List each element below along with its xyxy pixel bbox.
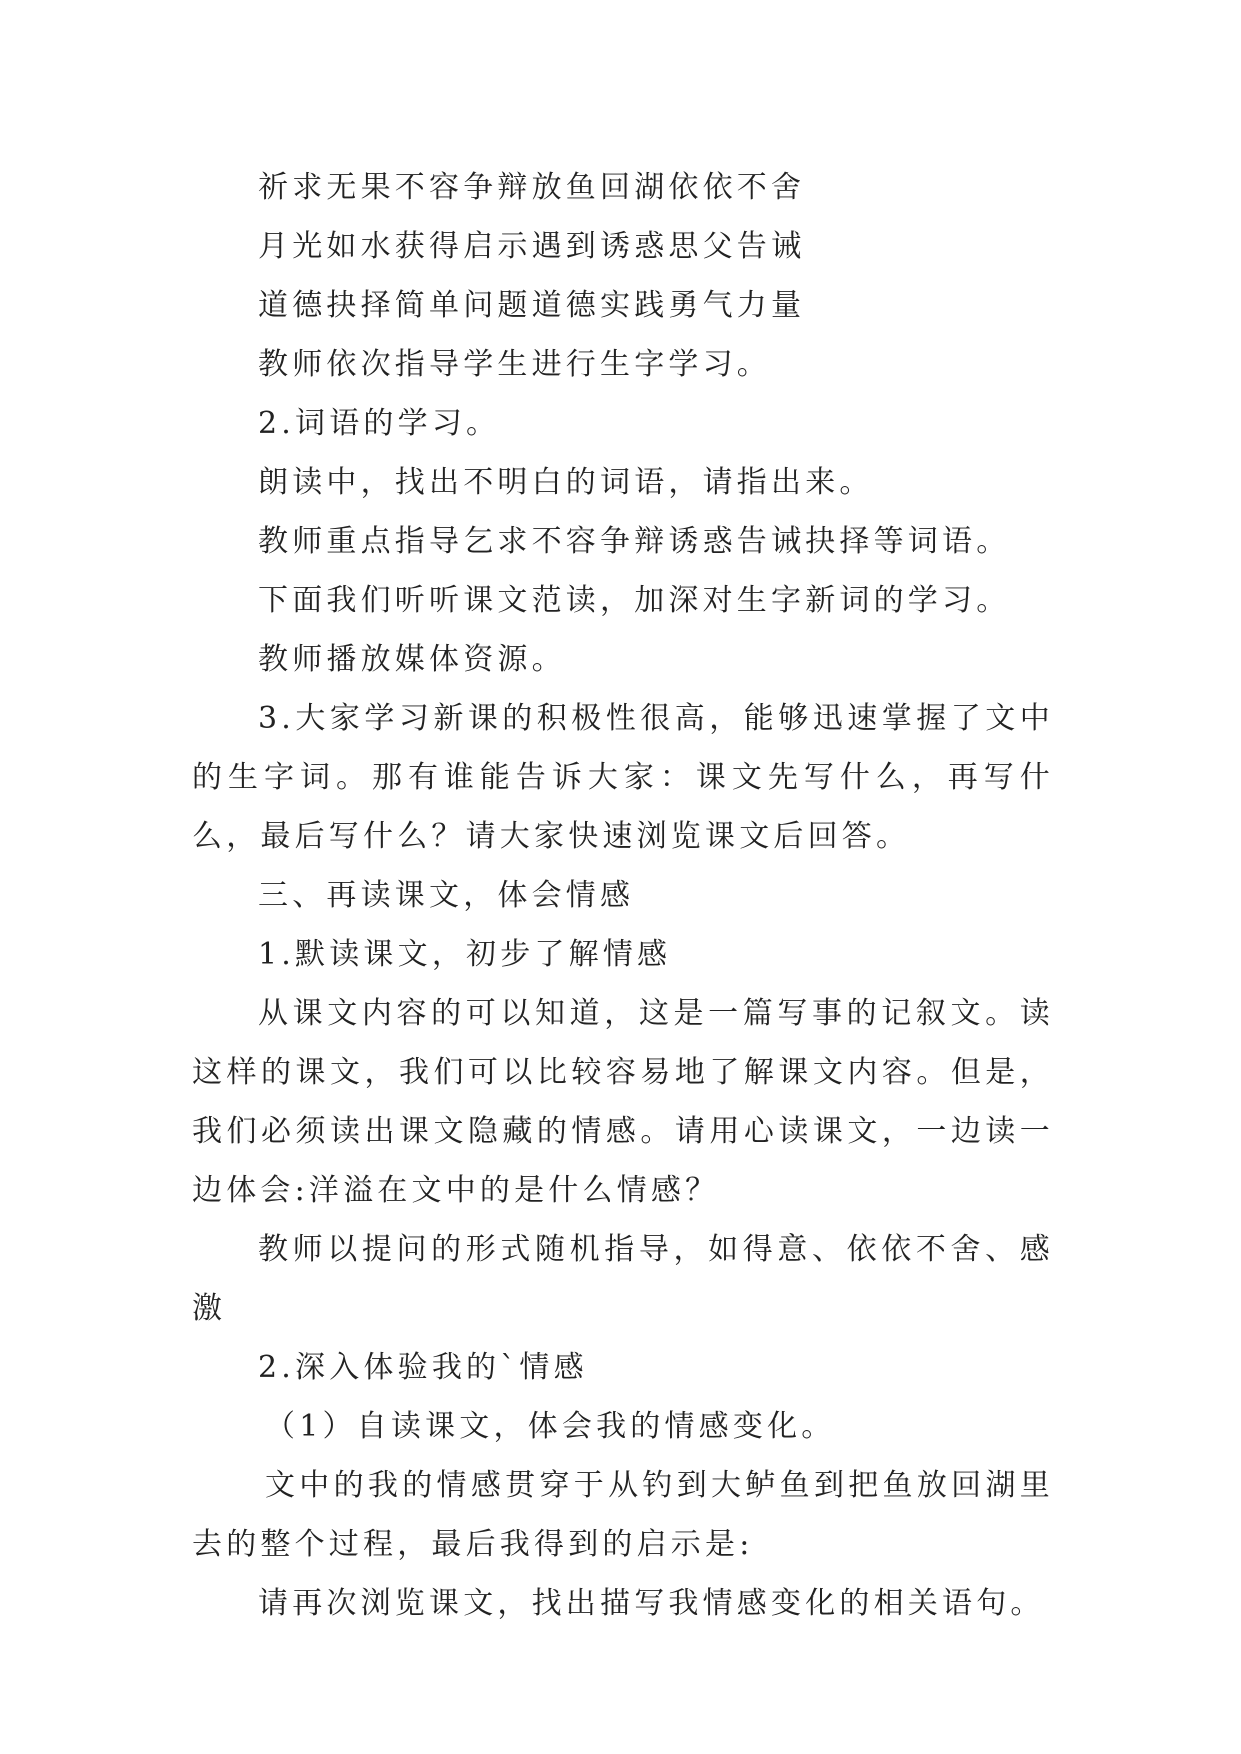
subheading-silent-reading: 1.默读课文，初步了解情感 — [258, 937, 672, 972]
paragraph-narrative-emotion: 从课文内容的可以知道，这是一篇写事的记叙文。读这样的课文，我们可以比较容易地了解课文内容。但是，我们必须读出课文隐藏的情感。请用心读课文，一边读一边体会:洋溢在文中的是什么情感？ — [192, 996, 1054, 1208]
paragraph-read-aloud: 朗读中，找出不明白的词语，请指出来。 — [258, 465, 874, 500]
paragraph-vocab-heading: 2.词语的学习。 — [258, 406, 501, 441]
paragraph-teacher-guide-characters: 教师依次指导学生进行生字学习。 — [258, 347, 771, 382]
paragraph-structure-question: 3.大家学习新课的积极性很高，能够迅速掌握了文中的生字词。那有谁能告诉大家：课文先写什么，再写什么，最后写什么？请大家快速浏览课文后回答。 — [192, 701, 1054, 854]
paragraph-teacher-questioning: 教师以提问的形式随机指导，如得意、依依不舍、感激 — [192, 1232, 1054, 1326]
paragraph-listen-reading: 下面我们听听课文范读，加深对生字新词的学习。 — [258, 583, 1011, 618]
paragraph-keywords-3: 道德抉择简单问题道德实践勇气力量 — [258, 288, 806, 323]
paragraph-keywords-1: 祈求无果不容争辩放鱼回湖依依不舍 — [258, 170, 806, 205]
paragraph-keywords-2: 月光如水获得启示遇到诱惑思父告诫 — [258, 229, 806, 264]
subheading-deep-experience: 2.深入体验我的`情感 — [258, 1350, 588, 1385]
paragraph-play-media: 教师播放媒体资源。 — [258, 642, 566, 677]
paragraph-emotion-thread: 文中的我的情感贯穿于从钓到大鲈鱼到把鱼放回湖里去的整个过程，最后我得到的启示是: — [192, 1468, 1054, 1562]
paragraph-teacher-focus-words: 教师重点指导乞求不容争辩诱惑告诫抉择等词语。 — [258, 524, 1011, 559]
paragraph-self-read: （1）自读课文，体会我的情感变化。 — [265, 1409, 836, 1444]
paragraph-find-sentences: 请再次浏览课文，找出描写我情感变化的相关语句。 — [258, 1586, 1045, 1621]
document-body — [192, 158, 1054, 1633]
section-heading-reread: 三、再读课文，体会情感 — [258, 878, 635, 913]
